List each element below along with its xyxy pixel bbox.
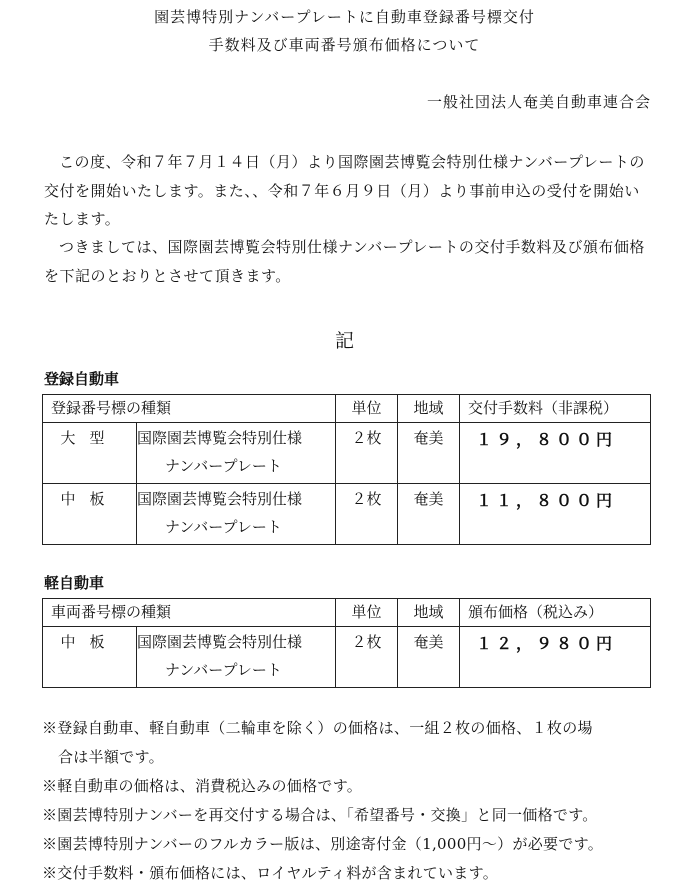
organization-name: 一般社団法人奄美自動車連合会 bbox=[426, 93, 651, 111]
plate-price: １２，９８０円 bbox=[460, 627, 651, 688]
plate-name bbox=[137, 627, 336, 688]
plate-size: 中板 bbox=[43, 484, 137, 545]
column-header-unit: 単位 bbox=[336, 599, 398, 627]
column-header-type: 登録番号標の種類 bbox=[43, 395, 336, 423]
kei-vehicle-heading: 軽自動車 bbox=[44, 574, 105, 592]
plate-size: 中板 bbox=[43, 627, 137, 688]
note-2: ※軽自動車の価格は、消費税込みの価格です。 bbox=[42, 777, 363, 795]
notes-list bbox=[42, 714, 662, 888]
document-title-line1: 園芸博特別ナンバープレートに自動車登録番号標交付 bbox=[154, 8, 535, 26]
table-row bbox=[43, 423, 651, 484]
note-1-continued: 合は半額です。 bbox=[58, 748, 164, 766]
plate-name-line2: ナンバープレート bbox=[165, 661, 282, 679]
ki-heading: 記 bbox=[334, 330, 354, 352]
note-3: ※園芸博特別ナンバーを再交付する場合は、「希望番号・交換」と同一価格です。 bbox=[42, 806, 598, 824]
plate-name bbox=[137, 484, 336, 545]
column-header-region: 地域 bbox=[398, 395, 460, 423]
column-header-region: 地域 bbox=[398, 599, 460, 627]
plate-unit: ２枚 bbox=[336, 423, 398, 484]
column-header-fee: 交付手数料（非課税） bbox=[460, 395, 651, 423]
table-row bbox=[43, 484, 651, 545]
table-header-row bbox=[43, 599, 651, 627]
fee-paragraph: つきましては、国際園芸博覧会特別仕様ナンバープレートの交付手数料及び頒布価格を下記のとおりとさせて頂きます。 bbox=[44, 238, 645, 285]
intro-paragraph: この度、令和７年７月１４日（月）より国際園芸博覧会特別仕様ナンバープレートの交付を開始いたします。また、、令和７年６月９日（月）より事前申込の受付を開始いたします。 bbox=[44, 153, 645, 228]
plate-region: 奄美 bbox=[398, 627, 460, 688]
note-1: ※登録自動車、軽自動車（二輪車を除く）の価格は、一組２枚の価格、１枚の場 bbox=[42, 719, 593, 737]
column-header-type: 車両番号標の種類 bbox=[43, 599, 336, 627]
plate-fee: １９，８００円 bbox=[460, 423, 651, 484]
plate-fee: １１，８００円 bbox=[460, 484, 651, 545]
plate-region: 奄美 bbox=[398, 423, 460, 484]
plate-name-line1: 国際園芸博覧会特別仕様 bbox=[137, 429, 303, 447]
table-header-row bbox=[43, 395, 651, 423]
plate-unit: ２枚 bbox=[336, 627, 398, 688]
registered-vehicle-table bbox=[42, 394, 651, 545]
kei-vehicle-table bbox=[42, 598, 651, 688]
plate-name-line2: ナンバープレート bbox=[165, 457, 282, 475]
plate-name-line1: 国際園芸博覧会特別仕様 bbox=[137, 490, 303, 508]
plate-region: 奄美 bbox=[398, 484, 460, 545]
column-header-unit: 単位 bbox=[336, 395, 398, 423]
note-5: ※交付手数料・頒布価格には、ロイヤルティ料が含まれています。 bbox=[42, 864, 499, 882]
plate-name-line2: ナンバープレート bbox=[165, 518, 282, 536]
plate-name bbox=[137, 423, 336, 484]
plate-unit: ２枚 bbox=[336, 484, 398, 545]
note-4: ※園芸博特別ナンバーのフルカラー版は、別途寄付金（1,000円～）が必要です。 bbox=[42, 835, 604, 853]
plate-name-line1: 国際園芸博覧会特別仕様 bbox=[137, 633, 303, 651]
registered-vehicle-heading: 登録自動車 bbox=[44, 370, 120, 388]
column-header-price: 頒布価格（税込み） bbox=[460, 599, 651, 627]
plate-size: 大型 bbox=[43, 423, 137, 484]
document-title-line2: 手数料及び車両番号頒布価格について bbox=[208, 36, 481, 54]
table-row bbox=[43, 627, 651, 688]
